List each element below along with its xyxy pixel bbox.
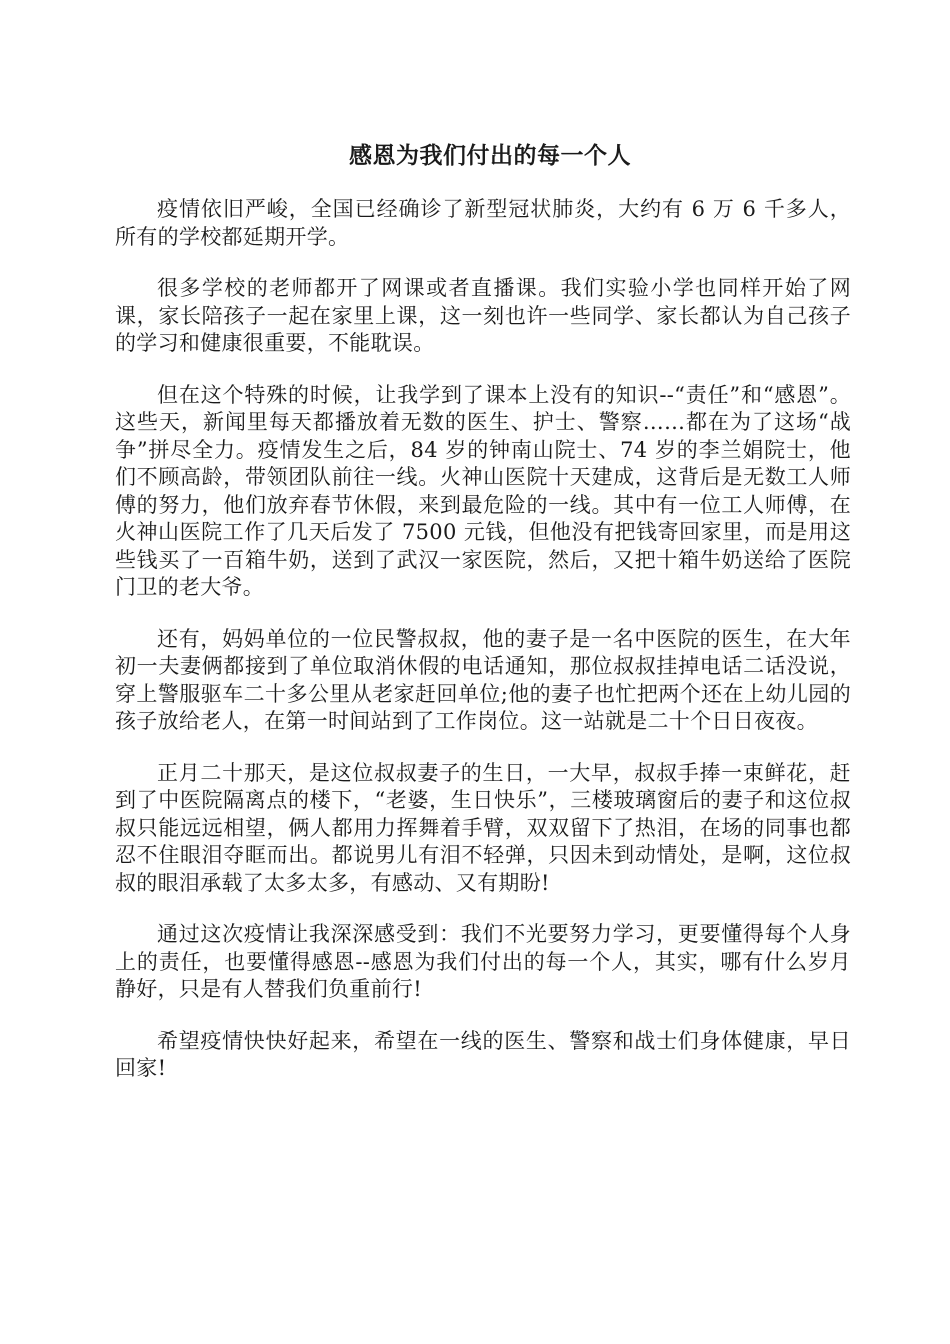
paragraph-2: 很多学校的老师都开了网课或者直播课。我们实验小学也同样开始了网课，家长陪孩子一起在家里上课，这一刻也许一些同学、家长都认为自己孩子的学习和健康很重要，不能耽误。 xyxy=(115,276,851,355)
paragraph-7: 希望疫情快快好起来，希望在一线的医生、警察和战士们身体健康，早日回家! xyxy=(115,1028,851,1080)
paragraph-3: 但在这个特殊的时候，让我学到了课本上没有的知识--“责任”和“感恩”。这些天，新闻里每天都播放着无数的医生、护士、警察……都在为了这场“战争”拼尽全力。疫情发生之后，84 岁的钟南山院士、74 岁的李兰娟院士，他们不顾高龄，带领团队前往一线。火神山医院十天建成，这背后是无数工人师傅的努力，他们放弃春节休假，来到最危险的一线。其中有一位工人师傅，在火神山医院工作了几天后发了 7500 元钱，但他没有把钱寄回家里，而是用这些钱买了一百箱牛奶，送到了武汉一家医院，然后，又把十箱牛奶送给了医院门卫的老大爷。 xyxy=(115,382,851,599)
paragraph-6: 通过这次疫情让我深深感受到：我们不光要努力学习，更要懂得每个人身上的责任，也要懂得感恩--感恩为我们付出的每一个人，其实，哪有什么岁月静好，只是有人替我们负重前行! xyxy=(115,922,851,1001)
document-body xyxy=(115,196,851,1107)
paragraph-1: 疫情依旧严峻，全国已经确诊了新型冠状肺炎，大约有 6 万 6 千多人，所有的学校都延期开学。 xyxy=(115,197,851,249)
paragraph-5: 正月二十那天，是这位叔叔妻子的生日，一大早，叔叔手捧一束鲜花，赶到了中医院隔离点的楼下，“老婆，生日快乐”，三楼玻璃窗后的妻子和这位叔叔只能远远相望，俩人都用力挥舞着手臂，双双留下了热泪，在场的同事也都忍不住眼泪夺眶而出。都说男儿有泪不轻弹，只因未到动情处，是啊，这位叔叔的眼泪承载了太多太多，有感动、又有期盼! xyxy=(115,760,851,895)
paragraph-4: 还有，妈妈单位的一位民警叔叔，他的妻子是一名中医院的医生，在大年初一夫妻俩都接到了单位取消休假的电话通知，那位叔叔挂掉电话二话没说，穿上警服驱车二十多公里从老家赶回单位;他的妻子也忙把两个还在上幼儿园的孩子放给老人，在第一时间站到了工作岗位。这一站就是二十个日日夜夜。 xyxy=(115,626,851,733)
document-title: 感恩为我们付出的每一个人 xyxy=(349,143,631,169)
